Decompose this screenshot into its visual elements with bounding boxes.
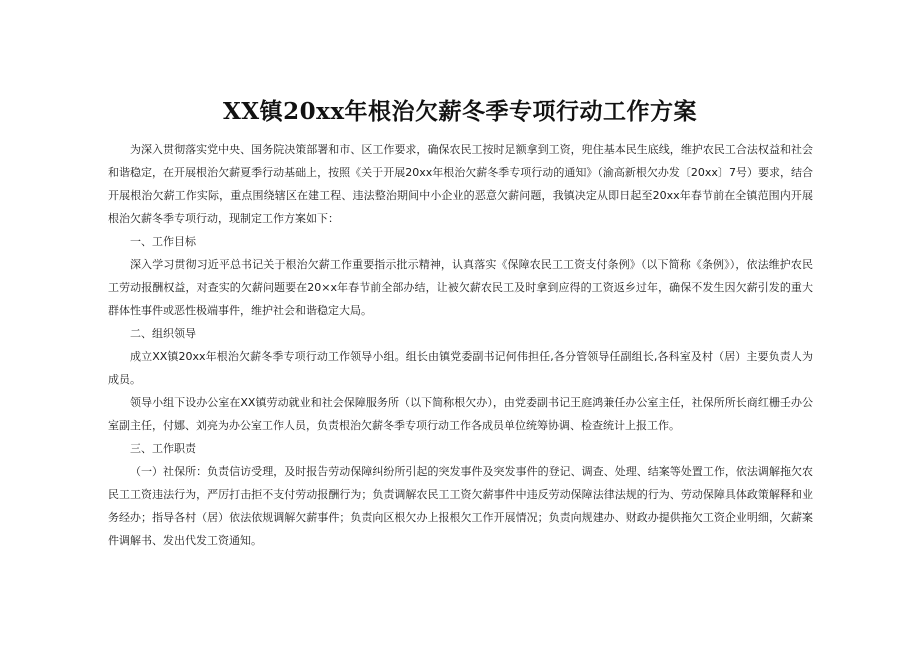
section-heading-leadership: 二、组织领导: [130, 327, 196, 340]
section-heading-goals: 一、工作目标: [130, 235, 196, 248]
goals-paragraph: 深入学习贯彻习近平总书记关于根治欠薪工作重要指示批示精神，认真落实《保障农民工工资支付条例》（以下简称《条例》），依法维护农民工劳动报酬权益，对查实的欠薪问题要在20×x年春节前全部办结，让被欠薪农民工及时拿到应得的工资返乡过年，确保不发生因欠薪引发的重大群体性事件或恶性极端事件，维护社会和谐稳定大局。: [108, 258, 813, 317]
intro-paragraph: 为深入贯彻落实党中央、国务院决策部署和市、区工作要求，确保农民工按时足额拿到工资，兜住基本民生底线，维护农民工合法权益和社会和谐稳定，在开展根治欠薪夏季行动基础上，按照《关于开展20xx年根治欠薪冬季专项行动的通知》（渝高新根欠办发〔20xx〕7号）要求，结合开展根治欠薪工作实际，重点围绕辖区在建工程、违法整治期间中小企业的恶意欠薪问题，我镇决定从即日起至20xx年春节前在全镇范围内开展根治欠薪冬季专项行动，现制定工作方案如下：: [108, 143, 813, 225]
leadership-paragraph-2: 领导小组下设办公室在XX镇劳动就业和社会保障服务所（以下简称根欠办），由党委副书记王庭鸿兼任办公室主任，社保所所长商红栅壬办公室副主任，付娜、刘亮为办公室工作人员，负责根治欠薪冬季专项行动工作各成员单位统筹协调、检查统计上报工作。: [108, 396, 813, 432]
duties-paragraph-1: （一）社保所：负责信访受理，及时报告劳动保障纠纷所引起的突发事件及突发事件的登记、调查、处理、结案等处置工作，依法调解拖欠农民工工资违法行为，严厉打击拒不支付劳动报酬行为；负责调解农民工工资欠薪事件中违反劳动保障法律法规的行为、劳动保障具体政策解释和业务经办；指导各村（居）依法依规调解欠薪事件；负责向区根欠办上报根欠工作开展情况；负责向规建办、财政办提供拖欠工资企业明细，欠薪案件调解书、发出代发工资通知。: [108, 465, 813, 547]
leadership-paragraph-1: 成立XX镇20xx年根治欠薪冬季专项行动工作领导小组。组长由镇党委副书记何伟担任,各分管领导任副组长,各科室及村（居）主要负责人为成员。: [108, 350, 813, 386]
document-body: [108, 138, 813, 552]
document-title: XX镇20xx年根治欠薪冬季专项行动工作方案: [222, 98, 698, 125]
section-heading-duties: 三、工作职责: [130, 442, 196, 455]
